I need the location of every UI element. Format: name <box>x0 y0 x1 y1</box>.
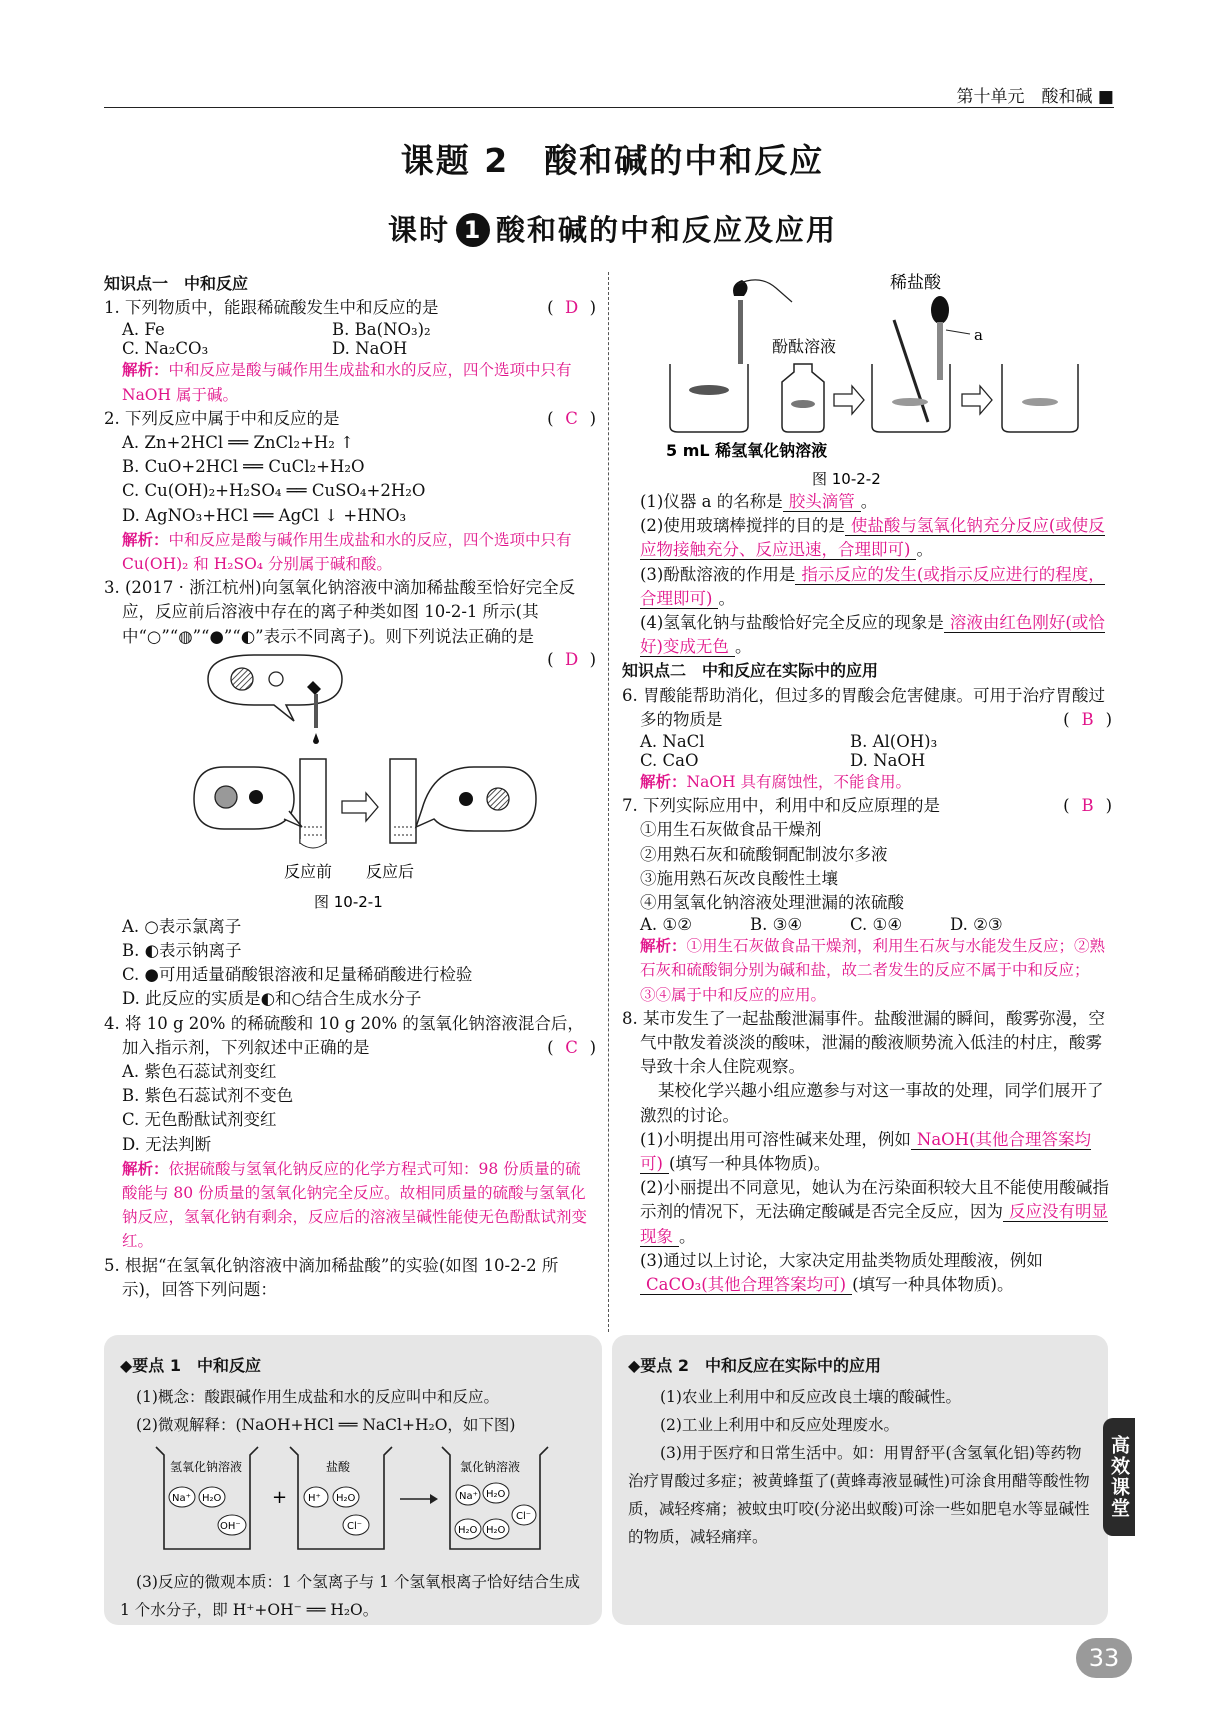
option: B. Al(OH)₃ <box>850 732 938 752</box>
q2-analysis: 解析：中和反应是酸与碱作用生成盐和水的反应，四个选项中只有 Cu(OH)₂ 和 H₂SO₄ 分别属于碱和酸。 <box>122 530 572 574</box>
left-column <box>104 272 596 1302</box>
figure-10-2-2 <box>622 272 1112 490</box>
option: A. ①② <box>640 915 692 935</box>
ion: H₂O <box>336 1493 356 1504</box>
q7-analysis: 解析：①用生石灰做食品干燥剂，利用生石灰与水能发生反应；②熟石灰和硫酸铜分别为碱和盐，故二者发生的反应不属于中和反应；③④属于中和反应的应用。 <box>640 937 1106 1004</box>
unit-title: 第十单元 酸和碱 ■ <box>956 87 1114 107</box>
q7-item: ①用生石灰做食品干燥剂 <box>640 820 822 840</box>
beaker-label: 氢氧化钠溶液 <box>170 1460 243 1474</box>
option: C. ●可用适量硝酸银溶液和足量稀硝酸进行检验 <box>122 965 473 985</box>
q7-options <box>622 915 1112 934</box>
ion: Na⁺ <box>172 1493 191 1504</box>
knowledge-point-1: 知识点一 中和反应 <box>104 274 249 293</box>
ion: Na⁺ <box>459 1491 478 1502</box>
plus-sign: + <box>272 1487 288 1508</box>
q5-part-3: (3)酚酞溶液的作用是 指示反应的发生(或指示反应进行的程度，合理即可) 。 <box>640 564 1105 608</box>
question-5: 5. 根据“在氢氧化钠溶液中滴加稀盐酸”的实验(如图 10-2-2 所示)，回答下列问题： <box>104 1255 559 1299</box>
ion: H₂O <box>458 1525 478 1536</box>
topic-title: 课题 2 酸和碱的中和反应 <box>400 141 825 180</box>
q1-analysis: 解析：中和反应是酸与碱作用生成盐和水的反应，四个选项中只有 NaOH 属于碱。 <box>122 361 572 404</box>
q7-stem: 7. 下列实际应用中，利用中和反应原理的是 <box>622 796 940 816</box>
box-line: (3)用于医疗和日常生活中。如：用胃舒平(含氢氧化铝)等药物治疗胃酸过多症；被黄蜂蜇了(黄蜂毒液显碱性)可涂食用醋等酸性物质，减轻疼痛；被蚊虫叮咬(分泌出蚁酸)可涂一些如肥皂水等显碱性的物质，减轻痛痒。 <box>628 1444 1090 1546</box>
box-line: (2)微观解释：(NaOH+HCl ══ NaCl+H₂O，如下图) <box>136 1416 516 1434</box>
fill-answer: 胶头滴管 <box>783 492 861 512</box>
question-8: 8. 某市发生了一起盐酸泄漏事件。盐酸泄漏的瞬间，酸雾弥漫，空气中散发着淡淡的酸味，泄漏的酸液顺势流入低洼的村庄，酸雾导致十余人住院观察。 <box>622 1008 1105 1077</box>
option: D. NaOH <box>332 339 408 359</box>
column-divider <box>608 272 609 1332</box>
box-line: (1)概念：酸跟碱作用生成盐和水的反应叫中和反应。 <box>136 1388 499 1406</box>
option: C. Na₂CO₃ <box>122 339 209 359</box>
q5-part-2: (2)使用玻璃棒搅拌的目的是 使盐酸与氢氧化钠充分反应(或使反应物接触充分、反应迅速，合理即可) 。 <box>640 516 1105 560</box>
ion: Cl⁻ <box>516 1511 532 1522</box>
fill-answer: 溶液由红色刚好(或恰好)变成无色 <box>640 613 1105 657</box>
running-header <box>104 82 1114 108</box>
box-content <box>120 1383 588 1624</box>
q8-part-3: (3)通过以上讨论，大家决定用盐类物质处理酸液，例如CaCO₃(其他合理答案均可) (填写一种具体物质)。 <box>640 1250 1043 1295</box>
page-number: 33 <box>1076 1638 1132 1678</box>
q1-stem: 1. 下列物质中，能跟稀硫酸发生中和反应的是 <box>104 298 439 318</box>
lesson-number: 1 <box>456 213 490 247</box>
option: D. NaOH <box>850 751 926 771</box>
option: C. Cu(OH)₂+H₂SO₄ ══ CuSO₄+2H₂O <box>122 481 426 501</box>
q7-item: ④用氢氧化钠溶液处理泄漏的浓硫酸 <box>640 893 904 913</box>
label-indicator: 酚酞溶液 <box>772 337 837 356</box>
q6-stem: 6. 胃酸能帮助消化，但过多的胃酸会危害健康。可用于治疗胃酸过多的物质是 <box>622 685 1105 729</box>
side-tab: 高效课堂 <box>1103 1418 1135 1536</box>
lesson-prefix: 课时 <box>387 213 450 247</box>
question-6 <box>622 684 1112 732</box>
key-point-box-2 <box>612 1335 1108 1625</box>
option: C. CaO <box>640 751 699 771</box>
option: D. AgNO₃+HCl ══ AgCl ↓ +HNO₃ <box>122 505 407 525</box>
q6-analysis: 解析：NaOH 具有腐蚀性，不能食用。 <box>640 773 911 792</box>
q8-stem-2: 某校化学兴趣小组应邀参与对这一事故的处理，同学们展开了激烈的讨论。 <box>640 1081 1104 1125</box>
question-4 <box>104 1012 596 1060</box>
q2-stem: 2. 下列反应中属于中和反应的是 <box>104 408 340 428</box>
titration-diagram <box>622 272 1112 490</box>
option: B. ◐表示钠离子 <box>122 941 242 961</box>
option: B. 紫色石蕊试剂不变色 <box>122 1086 294 1106</box>
q1-options <box>104 320 596 358</box>
q6-options <box>622 732 1112 770</box>
option: B. Ba(NO₃)₂ <box>332 320 431 340</box>
option: D. 无法判断 <box>122 1134 212 1154</box>
option: A. Zn+2HCl ══ ZnCl₂+H₂ ↑ <box>122 433 354 453</box>
ion: H₂O <box>486 1525 506 1536</box>
beaker-label: 氯化钠溶液 <box>460 1460 521 1474</box>
fill-answer: 指示反应的发生(或指示反应进行的程度，合理即可) <box>640 564 1105 608</box>
box-line: (2)工业上利用中和反应处理废水。 <box>660 1416 899 1434</box>
ion: OH⁻ <box>220 1521 241 1532</box>
option: B. CuO+2HCl ══ CuCl₂+H₂O <box>122 457 365 477</box>
question-7 <box>622 794 1112 818</box>
lesson-title <box>0 208 1225 249</box>
fill-answer: 反应没有明显现象 <box>640 1202 1108 1246</box>
q4-analysis: 解析：依据硫酸与氢氧化钠反应的化学方程式可知：98 份质量的硫酸能与 80 份质量的氢氧化钠完全反应。故相同质量的硫酸与氢氧化钠反应，氢氧化钠有剩余，反应后的溶液呈碱性能使无色酚酞试剂变红。 <box>122 1159 588 1251</box>
q7-answer: ( B ) <box>1063 796 1112 816</box>
box-line: (3)反应的微观本质：1 个氢离子与 1 个氢氧根离子恰好结合生成 1 个水分子，即 H⁺+OH⁻ ══ H₂O。 <box>120 1573 580 1619</box>
q7-item: ②用熟石灰和硫酸铜配制波尔多液 <box>640 844 888 864</box>
option: C. ①④ <box>850 915 903 935</box>
q7-item: ③施用熟石灰改良酸性土壤 <box>640 868 838 888</box>
figure-caption: 图 10-2-2 <box>812 470 881 488</box>
question-2 <box>104 407 596 431</box>
fill-answer: CaCO₃(其他合理答案均可) <box>640 1275 852 1295</box>
fill-answer: 使盐酸与氢氧化钠充分反应(或使反应物接触充分、反应迅速，合理即可) <box>640 516 1105 560</box>
box-title: ◆要点 1 中和反应 <box>120 1356 262 1375</box>
right-column <box>622 272 1112 1297</box>
question-3 <box>104 576 596 670</box>
label-a: a <box>974 326 983 344</box>
question-1 <box>104 296 596 320</box>
option: B. ③④ <box>750 915 803 935</box>
box-content <box>628 1383 1094 1551</box>
q5-part-4: (4)氢氧化钠与盐酸恰好完全反应的现象是 溶液由红色刚好(或恰好)变成无色 。 <box>640 613 1105 657</box>
ion: Cl⁻ <box>347 1521 363 1532</box>
beaker-diagram <box>120 1439 588 1559</box>
label-acid: 稀盐酸 <box>890 273 941 293</box>
ion: H₂O <box>486 1489 506 1500</box>
ion: H⁺ <box>308 1493 321 1504</box>
box-line: (1)农业上利用中和反应改良土壤的酸碱性。 <box>660 1388 961 1406</box>
option: C. 无色酚酞试剂变红 <box>122 1110 277 1130</box>
option: D. 此反应的实质是◐和○结合生成水分子 <box>122 989 422 1009</box>
q8-part-2: (2)小丽提出不同意见，她认为在污染面积较大且不能使用酸碱指示剂的情况下，无法确定酸碱是否完全反应，因为 反应没有明显现象 。 <box>640 1178 1109 1246</box>
q4-stem: 4. 将 10 g 20% 的稀硫酸和 10 g 20% 的氢氧化钠溶液混合后，加入指示剂，下列叙述中正确的是 <box>104 1013 584 1057</box>
knowledge-point-2: 知识点二 中和反应在实际中的应用 <box>622 661 879 681</box>
figure-10-2-1 <box>104 649 596 915</box>
label-base: 5 mL 稀氢氧化钠溶液 <box>666 441 828 460</box>
option: A. 紫色石蕊试剂变红 <box>122 1062 277 1082</box>
label-after: 反应后 <box>366 861 415 881</box>
option: A. ○表示氯离子 <box>122 916 242 936</box>
q1-answer: ( D ) <box>547 298 596 318</box>
q2-answer: ( C ) <box>547 408 596 428</box>
q5-part-1: (1)仪器 a 的名称是 胶头滴管 。 <box>640 492 878 511</box>
option: D. ②③ <box>950 915 1003 935</box>
figure-caption: 图 10-2-1 <box>314 892 383 911</box>
beaker-label: 盐酸 <box>326 1460 351 1474</box>
fill-answer: NaOH(其他合理答案均可) <box>640 1129 1092 1174</box>
q4-answer: ( C ) <box>547 1037 596 1057</box>
q3-stem: 3. (2017 · 浙江杭州)向氢氧化钠溶液中滴加稀盐酸至恰好完全反应，反应前后溶液中存在的离子种类如图 10-2-1 所示(其中“○”“◍”“●”“◐”表示不同离子)。则下列说法正确的是 <box>104 578 576 646</box>
lesson-name: 酸和碱的中和反应及应用 <box>496 213 838 247</box>
option: A. NaCl <box>640 732 705 752</box>
ion-diagram <box>104 649 596 915</box>
q3-answer: ( D ) <box>547 650 596 670</box>
q8-part-1: (1)小明提出用可溶性碱来处理，例如 NaOH(其他合理答案均可) (填写一种具体物质)。 <box>640 1129 1092 1174</box>
box-title: ◆要点 2 中和反应在实际中的应用 <box>628 1356 882 1375</box>
option: A. Fe <box>122 320 165 340</box>
label-before: 反应前 <box>284 861 333 881</box>
ion: H₂O <box>202 1493 222 1504</box>
q6-answer: ( B ) <box>1063 709 1112 729</box>
key-point-box-1 <box>104 1335 602 1625</box>
